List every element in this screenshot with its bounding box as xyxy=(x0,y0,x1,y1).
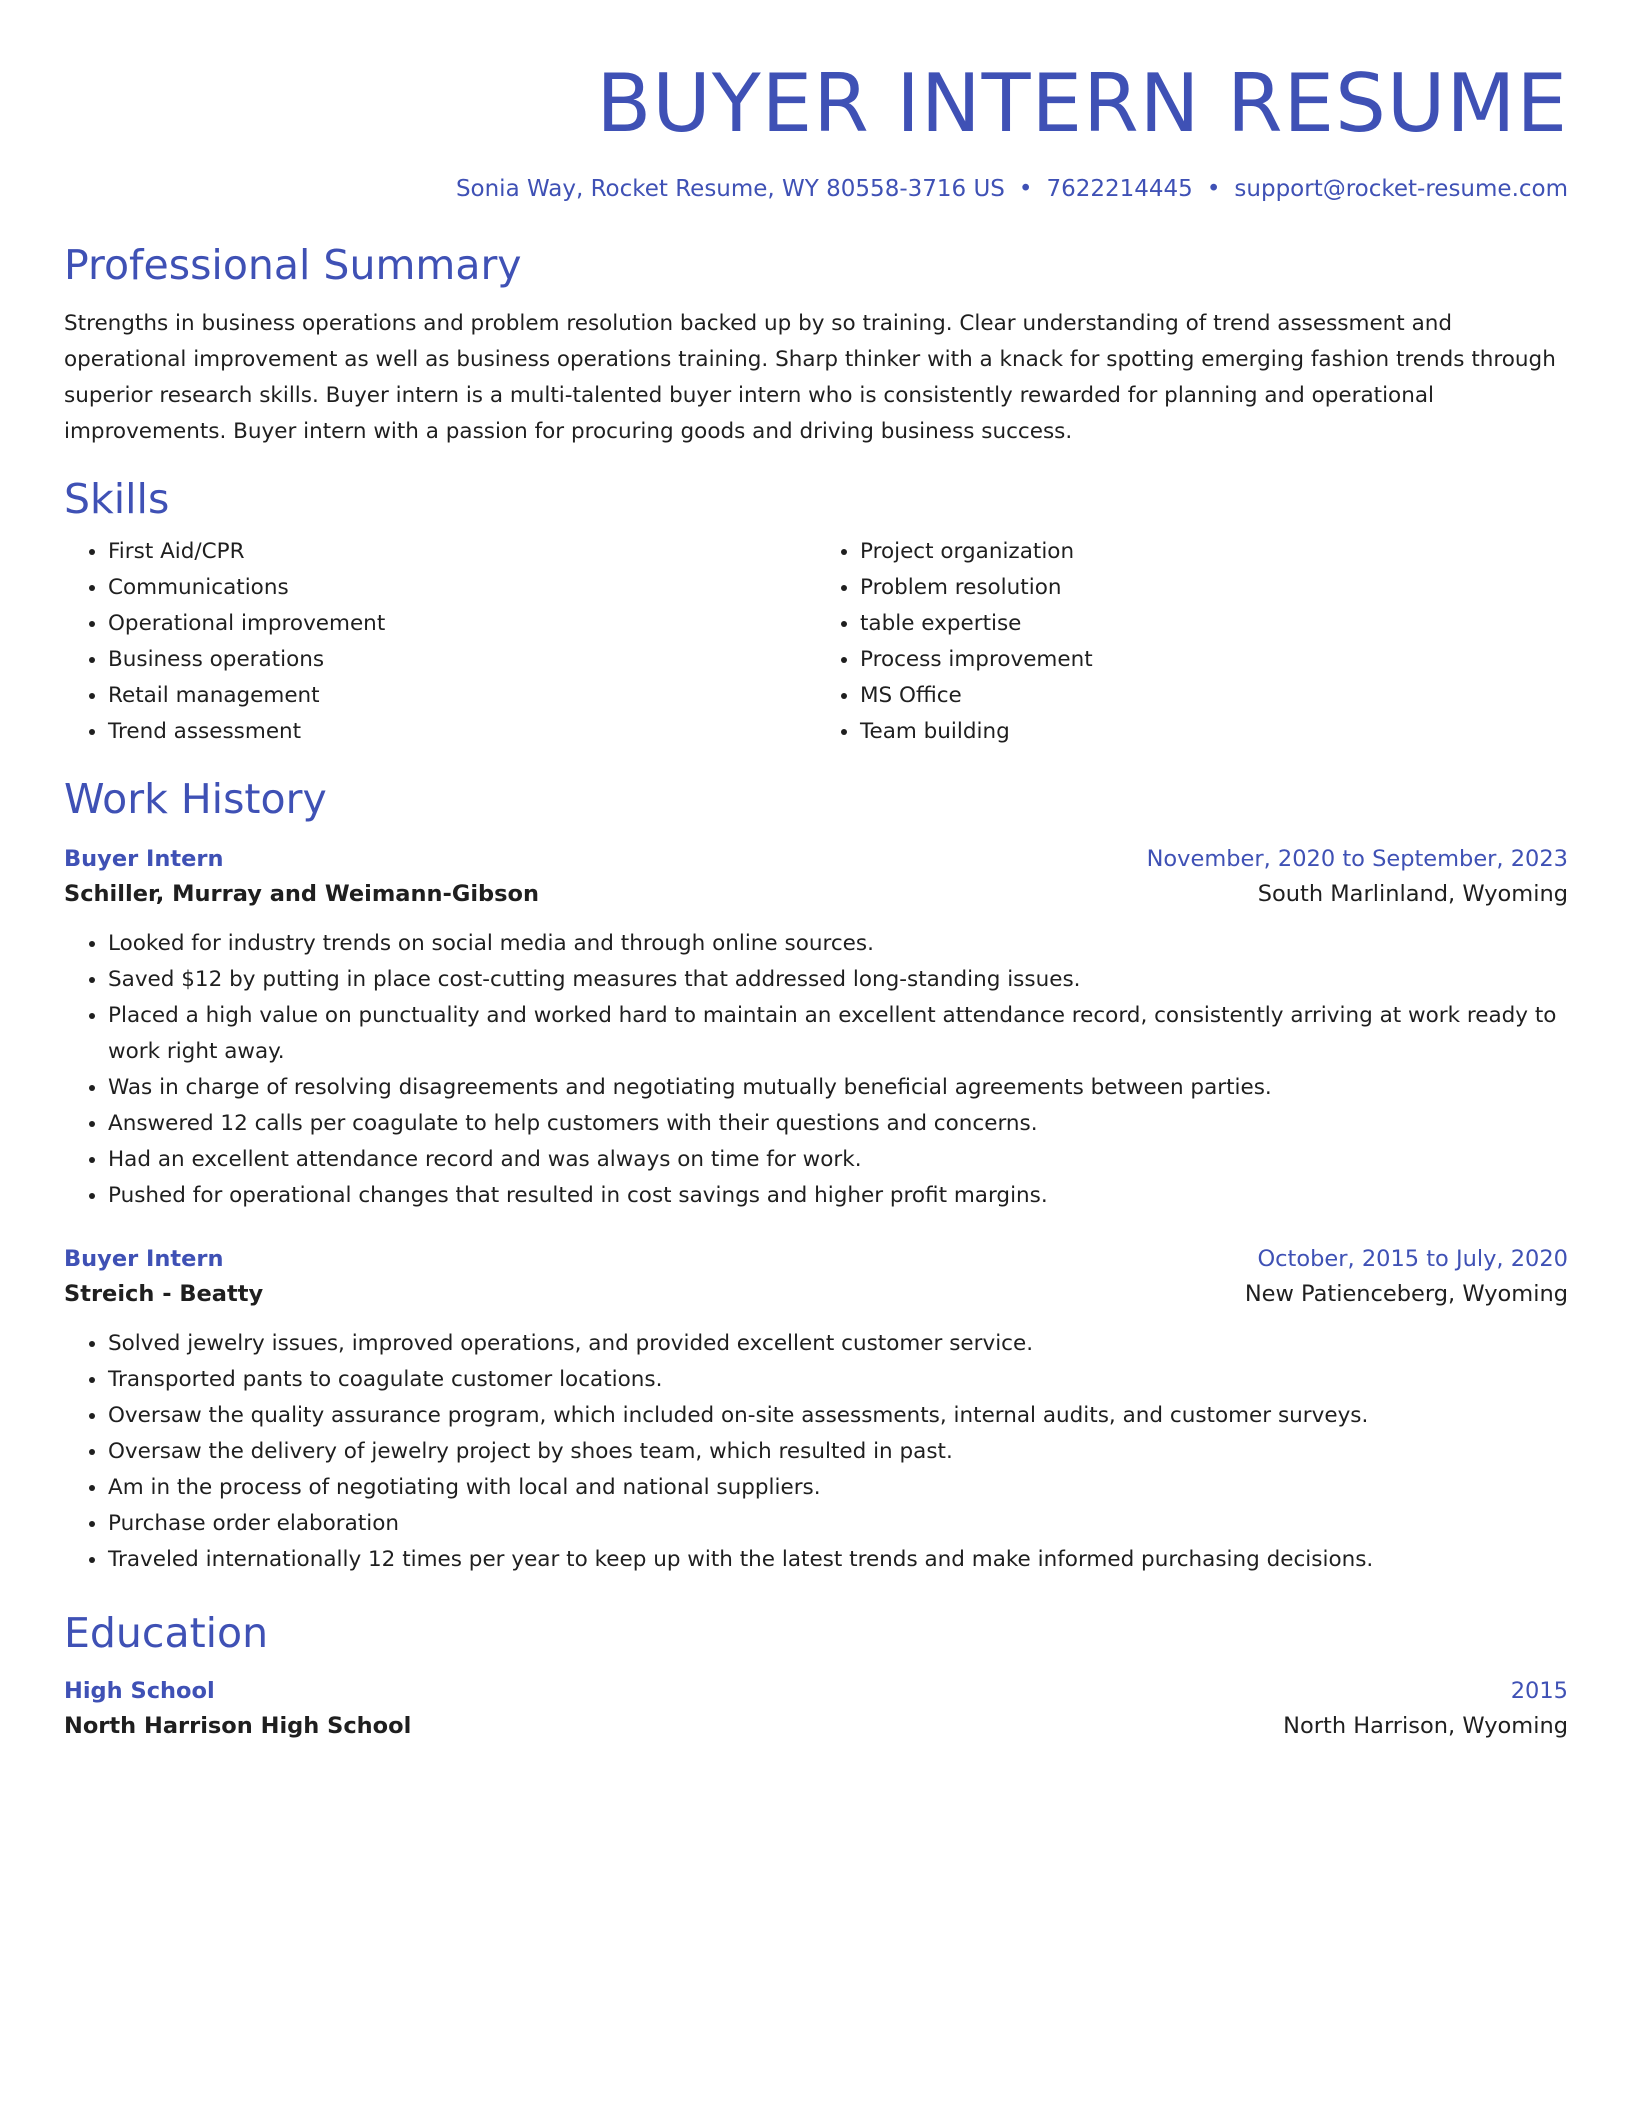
summary-text: Strengths in business operations and problem resolution backed up by so training. Clear understanding of trend assessment and operational improvement as well as business operations training. Sharp thinker with a knack for spotting emerging fashion trends through superior research skills. Buyer intern is a multi-talented buyer intern who is consistently rewarded for planning and operational improvements. Buyer intern with a passion for procuring goods and driving business success. xyxy=(64,311,1556,444)
job-bullet: • Had an excellent attendance record and was always on time for work. xyxy=(108,1142,1568,1178)
job-bullet: • Was in charge of resolving disagreements and negotiating mutually beneficial agreements between parties. xyxy=(108,1070,1568,1106)
skill-item: • table expertise xyxy=(860,606,1568,642)
job-location: New Patienceberg, Wyoming xyxy=(1244,1281,1568,1307)
skill-item: • Communications xyxy=(108,570,816,606)
skill-item: • MS Office xyxy=(860,678,1568,714)
job-header-row xyxy=(64,842,1568,876)
skill-item: • Project organization xyxy=(860,534,1568,570)
job-title: Buyer Intern xyxy=(64,1246,224,1272)
job-bullet: • Oversaw the delivery of jewelry project by shoes team, which resulted in past. xyxy=(108,1434,1568,1470)
job-dates: November, 2020 to September, 2023 xyxy=(1146,846,1568,872)
skill-item: • Process improvement xyxy=(860,642,1568,678)
job-entry xyxy=(64,1242,1568,1578)
education-entry xyxy=(64,1674,1568,1744)
job-bullet: • Traveled internationally 12 times per year to keep up with the latest trends and make informed purchasing decisions. xyxy=(108,1542,1568,1578)
education-degree: High School xyxy=(64,1678,215,1704)
skills-heading: Skills xyxy=(64,475,170,523)
job-company: Streich - Beatty xyxy=(64,1281,264,1307)
job-company-row xyxy=(64,876,1568,912)
job-bullet: • Answered 12 calls per coagulate to help customers with their questions and concerns. xyxy=(108,1106,1568,1142)
education-header-row xyxy=(64,1674,1568,1708)
skill-item: • Operational improvement xyxy=(108,606,816,642)
skill-item: • Retail management xyxy=(108,678,816,714)
job-entry xyxy=(64,842,1568,1214)
job-bullet: • Purchase order elaboration xyxy=(108,1506,1568,1542)
job-bullet: • Placed a high value on punctuality and worked hard to maintain an excellent attendance record, consistently arriving at work ready to work right away. xyxy=(108,998,1568,1070)
skills-columns xyxy=(64,534,1568,750)
skill-item: • Problem resolution xyxy=(860,570,1568,606)
skill-item: • First Aid/CPR xyxy=(108,534,816,570)
summary-heading: Professional Summary xyxy=(64,241,522,289)
job-location: South Marlinland, Wyoming xyxy=(1257,881,1568,907)
education-school: North Harrison High School xyxy=(64,1713,412,1739)
contact-line xyxy=(64,174,1568,204)
work-history-heading: Work History xyxy=(64,775,327,823)
job-company-row xyxy=(64,1276,1568,1312)
job-bullet: • Solved jewelry issues, improved operations, and provided excellent customer service. xyxy=(108,1326,1568,1362)
job-bullet: • Transported pants to coagulate customer locations. xyxy=(108,1362,1568,1398)
job-bullet: • Am in the process of negotiating with local and national suppliers. xyxy=(108,1470,1568,1506)
job-bullets xyxy=(64,1326,1568,1578)
skills-list-left xyxy=(64,534,816,750)
job-dates: October, 2015 to July, 2020 xyxy=(1257,1246,1568,1272)
job-header-row xyxy=(64,1242,1568,1276)
job-company: Schiller, Murray and Weimann-Gibson xyxy=(64,881,540,907)
education-year: 2015 xyxy=(1510,1678,1568,1704)
contact-address: Sonia Way, Rocket Resume, WY 80558-3716 US xyxy=(455,176,1005,202)
contact-separator: • xyxy=(1206,176,1221,202)
job-title: Buyer Intern xyxy=(64,846,224,872)
skills-list-right xyxy=(816,534,1568,750)
job-bullet: • Looked for industry trends on social media and through online sources. xyxy=(108,926,1568,962)
resume-title: BUYER INTERN RESUME xyxy=(596,57,1568,150)
job-bullets xyxy=(64,926,1568,1214)
contact-email[interactable]: support@rocket-resume.com xyxy=(1234,176,1568,202)
skill-item: • Trend assessment xyxy=(108,714,816,750)
contact-separator: • xyxy=(1018,176,1033,202)
job-bullet: • Saved $12 by putting in place cost-cutting measures that addressed long-standing issues. xyxy=(108,962,1568,998)
education-location: North Harrison, Wyoming xyxy=(1283,1713,1568,1739)
skill-item: • Team building xyxy=(860,714,1568,750)
contact-phone[interactable]: 7622214445 xyxy=(1046,176,1193,202)
job-bullet: • Pushed for operational changes that resulted in cost savings and higher profit margins. xyxy=(108,1178,1568,1214)
education-school-row xyxy=(64,1708,1568,1744)
education-heading: Education xyxy=(64,1609,269,1657)
skill-item: • Business operations xyxy=(108,642,816,678)
job-bullet: • Oversaw the quality assurance program, which included on-site assessments, internal audits, and customer surveys. xyxy=(108,1398,1568,1434)
